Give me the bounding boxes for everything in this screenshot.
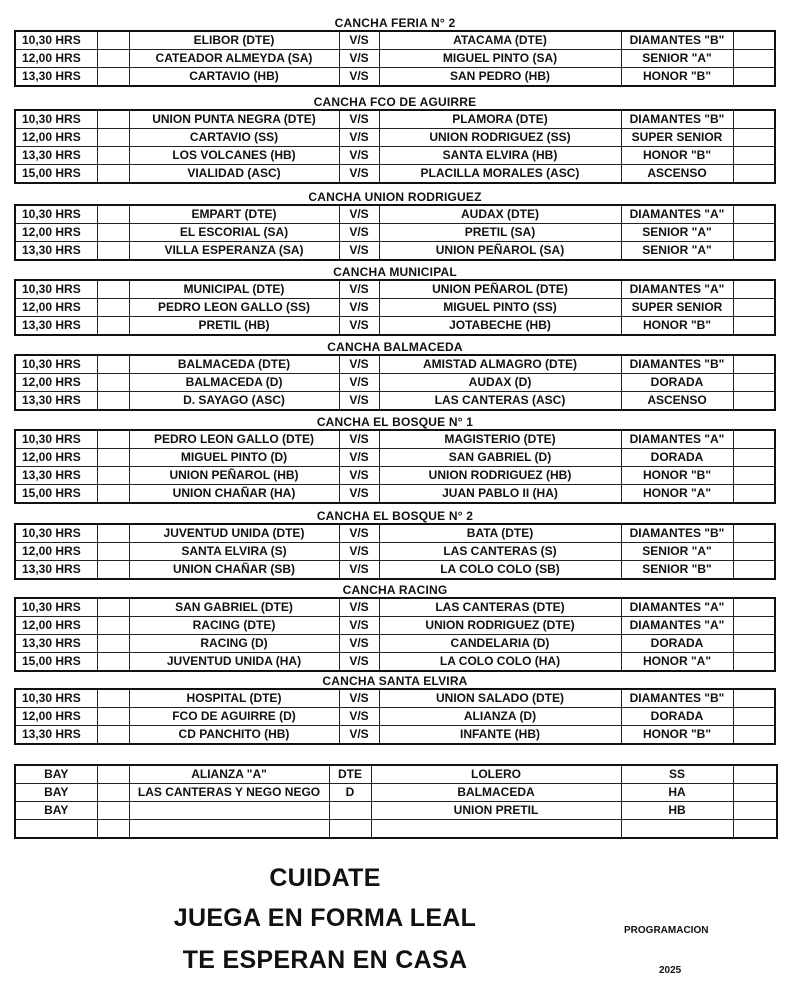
category: SENIOR "B"	[621, 561, 733, 580]
blank-cell	[733, 205, 775, 224]
away-team: MIGUEL PINTO (SS)	[379, 299, 621, 317]
table-row	[15, 280, 775, 299]
bye-team: LOLERO	[371, 765, 621, 784]
away-team: PRETIL (SA)	[379, 224, 621, 242]
table-row	[15, 224, 775, 242]
versus-label: V/S	[339, 543, 379, 561]
away-team: UNION PEÑAROL (SA)	[379, 242, 621, 261]
category: SENIOR "A"	[621, 224, 733, 242]
versus-label: V/S	[339, 598, 379, 617]
year-label: 2025	[659, 965, 682, 976]
table-row	[15, 820, 777, 839]
blank-cell	[97, 68, 129, 87]
home-team: MUNICIPAL (DTE)	[129, 280, 339, 299]
versus-label: V/S	[339, 242, 379, 261]
versus-label: V/S	[339, 280, 379, 299]
section-title: CANCHA FERIA N° 2	[334, 16, 456, 30]
table-row	[15, 317, 775, 336]
blank-cell	[97, 280, 129, 299]
match-table	[14, 109, 776, 184]
home-team: SANTA ELVIRA (S)	[129, 543, 339, 561]
match-time: 10,30 HRS	[15, 430, 97, 449]
bye-label: BAY	[15, 784, 97, 802]
category: HONOR "B"	[621, 467, 733, 485]
match-time: 13,30 HRS	[15, 392, 97, 411]
away-team: SANTA ELVIRA (HB)	[379, 147, 621, 165]
away-team: SAN PEDRO (HB)	[379, 68, 621, 87]
category: SENIOR "A"	[621, 543, 733, 561]
blank-cell	[733, 50, 775, 68]
blank-cell	[97, 242, 129, 261]
match-time: 13,30 HRS	[15, 242, 97, 261]
table-row	[15, 147, 775, 165]
table-row	[15, 708, 775, 726]
table-row	[15, 355, 775, 374]
blank-cell	[733, 374, 775, 392]
versus-label: V/S	[339, 68, 379, 87]
blank-cell	[733, 726, 775, 745]
away-team: AUDAX (DTE)	[379, 205, 621, 224]
match-table	[14, 597, 776, 672]
blank-cell	[733, 635, 775, 653]
versus-label: V/S	[339, 653, 379, 672]
match-time: 10,30 HRS	[15, 355, 97, 374]
category: DIAMANTES "B"	[621, 355, 733, 374]
home-team: D. SAYAGO (ASC)	[129, 392, 339, 411]
blank-cell	[733, 242, 775, 261]
category: DIAMANTES "B"	[621, 31, 733, 50]
home-team: UNION CHAÑAR (SB)	[129, 561, 339, 580]
bye-team: LAS CANTERAS Y NEGO NEGO	[129, 784, 329, 802]
blank-cell	[97, 205, 129, 224]
footer-line-2: JUEGA EN FORMA LEAL	[173, 904, 477, 932]
match-time: 10,30 HRS	[15, 524, 97, 543]
bye-division	[621, 820, 733, 839]
blank-cell	[733, 129, 775, 147]
category: SUPER SENIOR	[621, 299, 733, 317]
blank-cell	[733, 524, 775, 543]
blank-cell	[97, 355, 129, 374]
blank-cell	[97, 467, 129, 485]
category: HONOR "A"	[621, 653, 733, 672]
away-team: MIGUEL PINTO (SA)	[379, 50, 621, 68]
category: DIAMANTES "B"	[621, 110, 733, 129]
blank-cell	[733, 299, 775, 317]
match-table	[14, 204, 776, 261]
versus-label: V/S	[339, 726, 379, 745]
table-row	[15, 68, 775, 87]
home-team: CARTAVIO (HB)	[129, 68, 339, 87]
match-time: 13,30 HRS	[15, 561, 97, 580]
blank-cell	[733, 561, 775, 580]
home-team: EMPART (DTE)	[129, 205, 339, 224]
category: ASCENSO	[621, 392, 733, 411]
home-team: PRETIL (HB)	[129, 317, 339, 336]
footer-line-1: CUIDATE	[269, 864, 381, 892]
match-time: 13,30 HRS	[15, 726, 97, 745]
category: SUPER SENIOR	[621, 129, 733, 147]
home-team: EL ESCORIAL (SA)	[129, 224, 339, 242]
versus-label: V/S	[339, 147, 379, 165]
match-time: 13,30 HRS	[15, 317, 97, 336]
bye-division: DTE	[329, 765, 371, 784]
match-time: 12,00 HRS	[15, 299, 97, 317]
blank-cell	[97, 635, 129, 653]
category: HONOR "A"	[621, 485, 733, 504]
section-title: CANCHA BALMACEDA	[327, 340, 463, 354]
blank-cell	[97, 110, 129, 129]
blank-cell	[97, 784, 129, 802]
blank-cell	[733, 449, 775, 467]
match-time: 15,00 HRS	[15, 485, 97, 504]
blank-cell	[733, 110, 775, 129]
match-time: 13,30 HRS	[15, 467, 97, 485]
home-team: HOSPITAL (DTE)	[129, 689, 339, 708]
versus-label: V/S	[339, 355, 379, 374]
match-table	[14, 30, 776, 87]
versus-label: V/S	[339, 617, 379, 635]
category: DIAMANTES "B"	[621, 689, 733, 708]
category: DIAMANTES "A"	[621, 617, 733, 635]
away-team: UNION RODRIGUEZ (HB)	[379, 467, 621, 485]
table-row	[15, 689, 775, 708]
table-row	[15, 617, 775, 635]
table-row	[15, 802, 777, 820]
match-time: 12,00 HRS	[15, 708, 97, 726]
match-time: 12,00 HRS	[15, 617, 97, 635]
blank-cell	[97, 317, 129, 336]
away-team: LAS CANTERAS (DTE)	[379, 598, 621, 617]
home-team: JUVENTUD UNIDA (HA)	[129, 653, 339, 672]
home-team: RACING (DTE)	[129, 617, 339, 635]
category: DORADA	[621, 708, 733, 726]
table-row	[15, 205, 775, 224]
category: DIAMANTES "A"	[621, 280, 733, 299]
blank-cell	[733, 802, 777, 820]
versus-label: V/S	[339, 430, 379, 449]
home-team: VIALIDAD (ASC)	[129, 165, 339, 184]
match-time: 15,00 HRS	[15, 653, 97, 672]
match-time: 10,30 HRS	[15, 31, 97, 50]
blank-cell	[733, 689, 775, 708]
blank-cell	[97, 820, 129, 839]
away-team: JOTABECHE (HB)	[379, 317, 621, 336]
home-team: RACING (D)	[129, 635, 339, 653]
versus-label: V/S	[339, 689, 379, 708]
away-team: UNION RODRIGUEZ (DTE)	[379, 617, 621, 635]
home-team: UNION PEÑAROL (HB)	[129, 467, 339, 485]
table-row	[15, 635, 775, 653]
match-time: 10,30 HRS	[15, 110, 97, 129]
bye-division: HB	[621, 802, 733, 820]
blank-cell	[97, 726, 129, 745]
blank-cell	[733, 68, 775, 87]
category: HONOR "B"	[621, 147, 733, 165]
home-team: BALMACEDA (D)	[129, 374, 339, 392]
blank-cell	[733, 708, 775, 726]
versus-label: V/S	[339, 524, 379, 543]
bye-table	[14, 764, 778, 839]
table-row	[15, 765, 777, 784]
bye-label: BAY	[15, 802, 97, 820]
blank-cell	[733, 617, 775, 635]
footer-line-3: TE ESPERAN EN CASA	[182, 946, 468, 974]
blank-cell	[97, 50, 129, 68]
blank-cell	[733, 147, 775, 165]
programacion-label: PROGRAMACION	[624, 925, 709, 936]
versus-label: V/S	[339, 224, 379, 242]
match-time: 15,00 HRS	[15, 165, 97, 184]
blank-cell	[733, 467, 775, 485]
category: HONOR "B"	[621, 317, 733, 336]
match-time: 13,30 HRS	[15, 68, 97, 87]
versus-label: V/S	[339, 165, 379, 184]
category: ASCENSO	[621, 165, 733, 184]
versus-label: V/S	[339, 485, 379, 504]
bye-division	[329, 820, 371, 839]
away-team: LA COLO COLO (SB)	[379, 561, 621, 580]
away-team: ATACAMA (DTE)	[379, 31, 621, 50]
blank-cell	[733, 392, 775, 411]
home-team: JUVENTUD UNIDA (DTE)	[129, 524, 339, 543]
away-team: AUDAX (D)	[379, 374, 621, 392]
section-title: CANCHA EL BOSQUE N° 1	[316, 415, 474, 429]
home-team: VILLA ESPERANZA (SA)	[129, 242, 339, 261]
bye-division	[329, 802, 371, 820]
home-team: CARTAVIO (SS)	[129, 129, 339, 147]
away-team: UNION RODRIGUEZ (SS)	[379, 129, 621, 147]
home-team: UNION PUNTA NEGRA (DTE)	[129, 110, 339, 129]
away-team: UNION PEÑAROL (DTE)	[379, 280, 621, 299]
blank-cell	[97, 31, 129, 50]
table-row	[15, 242, 775, 261]
section-title: CANCHA UNION RODRIGUEZ	[308, 190, 482, 204]
versus-label: V/S	[339, 129, 379, 147]
bye-label: BAY	[15, 765, 97, 784]
table-row	[15, 165, 775, 184]
table-row	[15, 129, 775, 147]
section-title: CANCHA EL BOSQUE N° 2	[316, 509, 474, 523]
bye-team: BALMACEDA	[371, 784, 621, 802]
category: DIAMANTES "A"	[621, 430, 733, 449]
match-time: 13,30 HRS	[15, 147, 97, 165]
match-time: 12,00 HRS	[15, 50, 97, 68]
away-team: CANDELARIA (D)	[379, 635, 621, 653]
home-team: BALMACEDA (DTE)	[129, 355, 339, 374]
category: DORADA	[621, 449, 733, 467]
table-row	[15, 726, 775, 745]
blank-cell	[97, 165, 129, 184]
away-team: PLAMORA (DTE)	[379, 110, 621, 129]
blank-cell	[97, 543, 129, 561]
match-time: 12,00 HRS	[15, 449, 97, 467]
home-team: PEDRO LEON GALLO (DTE)	[129, 430, 339, 449]
home-team: MIGUEL PINTO (D)	[129, 449, 339, 467]
versus-label: V/S	[339, 317, 379, 336]
blank-cell	[97, 617, 129, 635]
away-team: AMISTAD ALMAGRO (DTE)	[379, 355, 621, 374]
table-row	[15, 374, 775, 392]
category: DIAMANTES "A"	[621, 205, 733, 224]
away-team: SAN GABRIEL (D)	[379, 449, 621, 467]
table-row	[15, 50, 775, 68]
table-row	[15, 543, 775, 561]
table-row	[15, 110, 775, 129]
bye-label	[15, 820, 97, 839]
blank-cell	[733, 165, 775, 184]
home-team: CD PANCHITO (HB)	[129, 726, 339, 745]
match-time: 12,00 HRS	[15, 374, 97, 392]
category: DIAMANTES "B"	[621, 524, 733, 543]
match-table	[14, 429, 776, 504]
table-row	[15, 430, 775, 449]
blank-cell	[97, 524, 129, 543]
away-team: ALIANZA (D)	[379, 708, 621, 726]
category: DORADA	[621, 374, 733, 392]
table-row	[15, 598, 775, 617]
section-title: CANCHA RACING	[342, 583, 448, 597]
versus-label: V/S	[339, 205, 379, 224]
home-team: FCO DE AGUIRRE (D)	[129, 708, 339, 726]
section-title: CANCHA SANTA ELVIRA	[322, 674, 468, 688]
table-row	[15, 467, 775, 485]
bye-division: SS	[621, 765, 733, 784]
blank-cell	[97, 430, 129, 449]
home-team: PEDRO LEON GALLO (SS)	[129, 299, 339, 317]
blank-cell	[733, 430, 775, 449]
table-row	[15, 653, 775, 672]
section-title: CANCHA MUNICIPAL	[333, 265, 457, 279]
versus-label: V/S	[339, 449, 379, 467]
blank-cell	[97, 765, 129, 784]
home-team: UNION CHAÑAR (HA)	[129, 485, 339, 504]
versus-label: V/S	[339, 299, 379, 317]
table-row	[15, 485, 775, 504]
category: HONOR "B"	[621, 726, 733, 745]
category: DIAMANTES "A"	[621, 598, 733, 617]
bye-division: HA	[621, 784, 733, 802]
category: DORADA	[621, 635, 733, 653]
table-row	[15, 524, 775, 543]
match-time: 10,30 HRS	[15, 689, 97, 708]
blank-cell	[733, 543, 775, 561]
blank-cell	[97, 299, 129, 317]
bye-team: ALIANZA "A"	[129, 765, 329, 784]
blank-cell	[97, 653, 129, 672]
home-team: LOS VOLCANES (HB)	[129, 147, 339, 165]
home-team: SAN GABRIEL (DTE)	[129, 598, 339, 617]
match-time: 10,30 HRS	[15, 280, 97, 299]
away-team: MAGISTERIO (DTE)	[379, 430, 621, 449]
blank-cell	[733, 598, 775, 617]
bye-division: D	[329, 784, 371, 802]
match-table	[14, 523, 776, 580]
away-team: LAS CANTERAS (S)	[379, 543, 621, 561]
away-team: PLACILLA MORALES (ASC)	[379, 165, 621, 184]
blank-cell	[97, 147, 129, 165]
category: HONOR "B"	[621, 68, 733, 87]
away-team: BATA (DTE)	[379, 524, 621, 543]
home-team: ELIBOR (DTE)	[129, 31, 339, 50]
category: SENIOR "A"	[621, 242, 733, 261]
blank-cell	[97, 392, 129, 411]
table-row	[15, 784, 777, 802]
versus-label: V/S	[339, 635, 379, 653]
blank-cell	[733, 31, 775, 50]
versus-label: V/S	[339, 374, 379, 392]
versus-label: V/S	[339, 467, 379, 485]
versus-label: V/S	[339, 708, 379, 726]
category: SENIOR "A"	[621, 50, 733, 68]
blank-cell	[97, 802, 129, 820]
blank-cell	[733, 355, 775, 374]
versus-label: V/S	[339, 561, 379, 580]
blank-cell	[97, 449, 129, 467]
away-team: LA COLO COLO (HA)	[379, 653, 621, 672]
away-team: UNION SALADO (DTE)	[379, 689, 621, 708]
blank-cell	[733, 820, 777, 839]
blank-cell	[733, 485, 775, 504]
blank-cell	[733, 280, 775, 299]
table-row	[15, 561, 775, 580]
away-team: JUAN PABLO II (HA)	[379, 485, 621, 504]
match-time: 12,00 HRS	[15, 543, 97, 561]
blank-cell	[97, 598, 129, 617]
bye-team	[129, 820, 329, 839]
match-table	[14, 279, 776, 336]
bye-team	[371, 820, 621, 839]
blank-cell	[97, 708, 129, 726]
blank-cell	[733, 765, 777, 784]
match-table	[14, 354, 776, 411]
table-row	[15, 31, 775, 50]
blank-cell	[97, 374, 129, 392]
bye-team	[129, 802, 329, 820]
match-table	[14, 688, 776, 745]
blank-cell	[733, 317, 775, 336]
blank-cell	[97, 224, 129, 242]
blank-cell	[733, 653, 775, 672]
away-team: INFANTE (HB)	[379, 726, 621, 745]
blank-cell	[97, 485, 129, 504]
table-row	[15, 449, 775, 467]
blank-cell	[733, 784, 777, 802]
versus-label: V/S	[339, 392, 379, 411]
home-team: CATEADOR ALMEYDA (SA)	[129, 50, 339, 68]
away-team: LAS CANTERAS (ASC)	[379, 392, 621, 411]
blank-cell	[733, 224, 775, 242]
match-time: 10,30 HRS	[15, 205, 97, 224]
section-title: CANCHA FCO DE AGUIRRE	[313, 95, 477, 109]
table-row	[15, 392, 775, 411]
versus-label: V/S	[339, 31, 379, 50]
versus-label: V/S	[339, 50, 379, 68]
match-time: 13,30 HRS	[15, 635, 97, 653]
table-row	[15, 299, 775, 317]
blank-cell	[97, 561, 129, 580]
match-time: 10,30 HRS	[15, 598, 97, 617]
bye-team: UNION PRETIL	[371, 802, 621, 820]
match-time: 12,00 HRS	[15, 224, 97, 242]
blank-cell	[97, 129, 129, 147]
blank-cell	[97, 689, 129, 708]
versus-label: V/S	[339, 110, 379, 129]
match-time: 12,00 HRS	[15, 129, 97, 147]
